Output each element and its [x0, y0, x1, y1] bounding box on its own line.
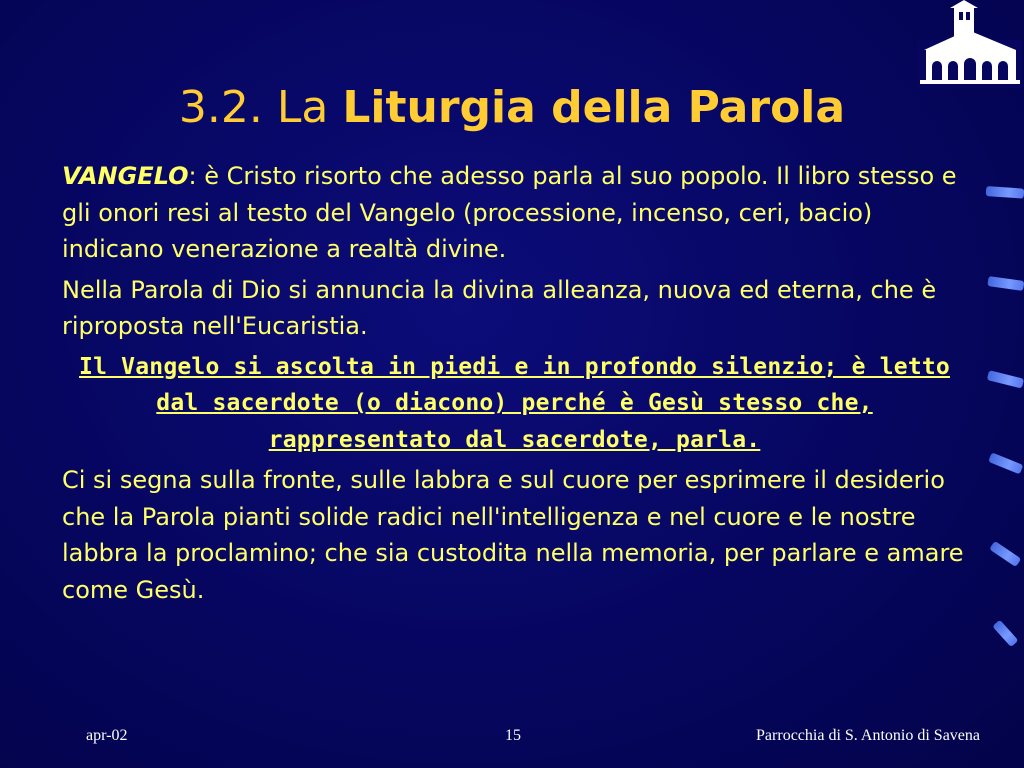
brush-stroke-icon [992, 620, 1018, 647]
title-main: Liturgia della Parola [342, 82, 846, 133]
paragraph-ascolto-vangelo: Il Vangelo si ascolta in piedi e in profondo silenzio; è letto dal sacerdote (o diacono) perché è Gesù stesso che, rappresentato dal sacerdote, parla. [79, 353, 950, 453]
title-prefix: 3.2. La [178, 82, 343, 133]
church-logo-icon [918, 0, 1022, 88]
paragraph-vangelo-text: : è Cristo risorto che adesso parla al suo popolo. Il libro stesso e gli onori resi al testo del Vangelo (processione, incenso, ceri, bacio) indicano venerazione a realtà divine. [62, 162, 957, 263]
brush-stroke-icon [987, 370, 1024, 388]
paragraph-alleanza: Nella Parola di Dio si annuncia la divina alleanza, nuova ed eterna, che è riproposta nell'Eucaristia. [62, 275, 937, 340]
brush-stroke-icon [989, 541, 1021, 567]
footer-date: apr-02 [86, 727, 128, 744]
paragraph-vangelo [62, 158, 967, 268]
slide-title [0, 80, 1024, 136]
footer-organization: Parrocchia di S. Antonio di Savena [756, 727, 980, 744]
brush-stroke-icon [987, 276, 1024, 291]
keyword-vangelo: VANGELO [62, 162, 189, 190]
footer-page-number: 15 [505, 727, 521, 744]
brush-stroke-icon [988, 452, 1023, 474]
slide-body [62, 158, 967, 612]
paragraph-segno-croce: Ci si segna sulla fronte, sulle labbra e sul cuore per esprimere il desiderio che la Parola pianti solide radici nell'intelligenza e nel cuore e le nostre labbra la proclamino; che sia custodita nella memoria, per parlare e amare come Gesù. [62, 466, 964, 604]
brush-stroke-icon [986, 186, 1024, 199]
